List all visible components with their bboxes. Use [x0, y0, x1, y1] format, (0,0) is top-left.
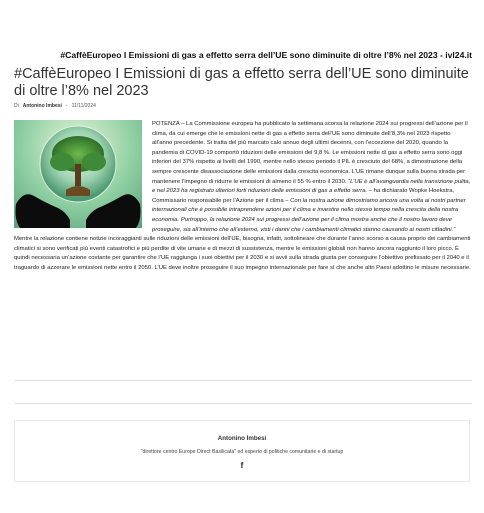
article-image [14, 120, 142, 228]
article-date: 11/11/2024 [71, 103, 96, 109]
header-title: #CaffèEuropeo I Emissioni di gas a effetto serra dell’UE sono diminuite di oltre l’8% nel 2023 - ivl24.it [60, 50, 472, 60]
paragraph-part-1: POTENZA – La Commissione europea ha pubblicato la settimana scorsa la relazione 2024 sui progressi dell’azione per il clima, da cui emerge che le emissioni nette di gas a effetto serra dell’UE sono diminuite dell’8,3% nel 2023 rispetto all’anno precedente. Si tratta del più marcato calo annuo degli ultimi decenni, con l’eccezione del 2020, quando la pandemia di COVID-19 comportò riduzioni delle emissioni del 9,8 %. Le emissioni nette di gas a effetto serra sono oggi inferiori del 37% rispetto ai livelli del 1990, mentre nello stesso periodo il PIL è cresciuto del 68%, a dimostrazione della sempre crescente disassociazione delle emissioni dalla crescita economica. L’UE rimane dunque sulla buona strada per mantenere l’impegno di ridurre le emissioni di almeno il 55 % entro il 2030. [152, 121, 468, 185]
quote-part-2: Con la nostra azione dimostriamo ancora una volta ai nostri partner internazionali che è possibile intraprendere azioni per il clima e investire nello stesso tempo nella crescita della nostra economia. Purtroppo, la relazione 2024 sui progressi dell’azione per il clima mostra anche che il nostro lavoro deve proseguire, sia all’interno che all’esterno, visti i danni che i cambiamenti climatici stanno causando ai nostri cittadini.” [152, 197, 466, 233]
hands-holding-globe-tree-icon [14, 120, 142, 228]
article-author[interactable]: Antonino Imbesi [22, 103, 62, 109]
author-box [14, 420, 470, 482]
quote-part-1: “L’UE è all’avanguardia nella transizione pulita, e nel 2023 ha registrato ulteriori forti riduzioni delle emissioni di gas a effetto serra. [152, 178, 471, 195]
author-box-bio: "direttore centro Europe Direct Basilicata" ed esperto di politiche comunitarie e di startup [140, 449, 344, 455]
paragraph-part-2: – ha dichiarato Wopke Hoekstra, Commissario responsabile per l’Azione per il clima – [152, 188, 455, 204]
article-body [14, 120, 472, 274]
article-meta [14, 103, 96, 109]
article-title: #CaffèEuropeo I Emissioni di gas a effetto serra dell’UE sono diminuite di oltre l’8% nel 2023 [14, 66, 469, 99]
paragraph-part-3: Mentre la relazione contiene notizie incoraggianti sulle riduzioni delle emissioni dell’UE, bisogna, infatti, sottolineare che durante l’anno scorso a causa proprio dei cambiamenti climatici si sono verificati più eventi catastrofici e più perdite di vite umane e di mezzi di sussistenza, mentre le emissioni globali non hanno ancora raggiunto il loro picco. È quindi necessaria un’azione costante per garantire che l’UE raggiunga i suoi obiettivi per il 2030 e si avvii sulla strada giusta per conseguire l’obiettivo prefissato per il 2040 e il traguardo di azzerare le emissioni nette entro il 2050. L’UE deve inoltre proseguire il suo impegno internazionale per fare sì che anche altri Paesi adottino le misure necessarie. [14, 236, 471, 271]
article-separator: - [65, 103, 68, 109]
divider [14, 403, 472, 404]
facebook-icon[interactable]: f [240, 461, 244, 470]
author-prefix: Di [14, 103, 19, 109]
divider [14, 380, 472, 381]
author-box-name[interactable]: Antonino Imbesi [217, 435, 267, 442]
